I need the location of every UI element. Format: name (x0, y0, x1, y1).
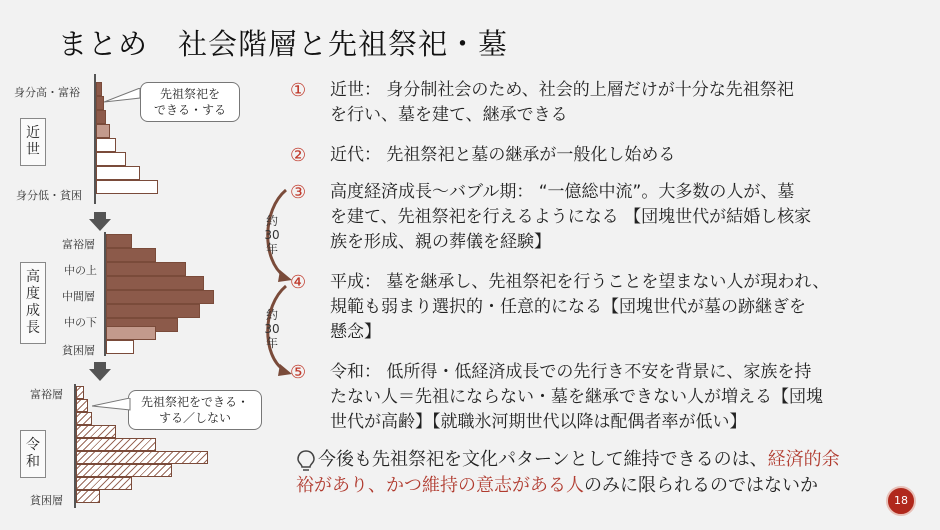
arrow-down-icon (88, 212, 112, 232)
pyramid-bar (106, 262, 186, 276)
callout-pointer (104, 88, 144, 104)
list-item (290, 270, 910, 348)
era-label-text: 令 和 (26, 437, 40, 470)
pyramid-bar (96, 166, 140, 180)
pyramid-bar (106, 304, 200, 318)
pyramid-bar (96, 82, 102, 96)
item-text: 高度経済成長～バブル期： “一億総中流”。大多数の人が、墓 (330, 182, 795, 202)
callout-line: できる・する (153, 103, 226, 117)
label-bottom-reiwa: 貧困層 (30, 494, 63, 507)
label-bottom-kinsei: 身分低・貧困 (16, 189, 82, 202)
callout-kinsei (140, 82, 240, 122)
conclusion-text-2 (296, 473, 908, 499)
years-label (264, 214, 280, 256)
item-number: ⑤ (290, 362, 307, 383)
years-char: 年 (265, 242, 278, 256)
item-text: 族を形成、親の葬儀を経験】 (330, 232, 551, 252)
item-number: ② (290, 145, 307, 166)
stratum-label: 中の上 (64, 264, 97, 277)
years-char: 約 (265, 308, 278, 322)
era-label-text: 近 世 (26, 125, 40, 158)
pyramid-bar (96, 152, 126, 166)
pyramid-bar (96, 138, 116, 152)
pyramid-bar (76, 438, 156, 451)
stratum-label: 中間層 (62, 290, 95, 303)
item-text: 懸念】 (330, 322, 381, 342)
years-char: 30 (264, 322, 280, 336)
item-text: たない人＝先祖にならない・墓を継承できない人が増える【団塊 (330, 387, 823, 407)
item-text: を行い、墓を建て、継承できる (330, 105, 568, 125)
pyramid-bar (76, 412, 92, 425)
years-char: 約 (265, 214, 278, 228)
lightbulb-icon (296, 449, 316, 473)
item-text: 世代が高齢】【就職氷河期世代以降は配偶者率が低い】 (330, 412, 747, 432)
stratum-label: 貧困層 (62, 344, 95, 357)
callout-line: する／しない (158, 411, 231, 425)
item-text: を建て、先祖祭祀を行えるようになる 【団塊世代が結婚し核家 (330, 207, 812, 227)
list-item (290, 143, 910, 169)
item-number: ④ (290, 272, 307, 293)
pyramid-bar (106, 290, 214, 304)
callout-line: 先祖祭祀をできる・ (140, 395, 249, 409)
callout-pointer (92, 398, 132, 418)
page-number-badge: 18 (886, 486, 916, 516)
item-number: ③ (290, 182, 307, 203)
item-text: 近代： 先祖祭祀と墓の継承が一般化し始める (330, 145, 676, 165)
era-label-kinsei (20, 118, 46, 166)
pyramid-bar (96, 96, 104, 110)
pyramid-bar (76, 464, 172, 477)
years-char: 年 (265, 336, 278, 350)
pyramid-bar (106, 326, 156, 340)
pyramid-bar (106, 340, 134, 354)
conclusion-highlight: 裕があり、かつ維持の意志がある人 (296, 475, 584, 496)
arrow-down-icon (88, 362, 112, 382)
era-label-reiwa (20, 430, 46, 478)
pyramid-bar (76, 386, 84, 399)
pyramid-bar (76, 399, 88, 412)
years-label (264, 308, 280, 350)
pyramid-bar (76, 451, 208, 464)
era-label-text: 高 度 成 長 (26, 269, 40, 336)
pyramid-bar (96, 180, 158, 194)
item-text: 令和： 低所得・低経済成長での先行き不安を背景に、家族を持 (330, 362, 812, 382)
callout-line: 先祖祭祀を (159, 87, 220, 101)
pyramid-bar (76, 425, 116, 438)
list-item (290, 78, 910, 130)
label-top-reiwa: 富裕層 (30, 388, 63, 401)
pyramid-bar (76, 477, 132, 490)
stratum-label: 中の下 (64, 316, 97, 329)
list-item (290, 180, 910, 258)
conclusion-text (318, 447, 908, 473)
pyramid-bar (106, 234, 132, 248)
years-char: 30 (264, 228, 280, 242)
conclusion-part: 今後も先祖祭祀を文化パターンとして維持できるのは、 (318, 449, 768, 470)
conclusion-part: のみに限られるのではないか (584, 475, 818, 496)
pyramid-bar (76, 490, 100, 503)
pyramid-bar (106, 276, 204, 290)
item-text: 平成： 墓を継承し、先祖祭祀を行うことを望まない人が現われ、 (330, 272, 830, 292)
pyramid-bar (96, 124, 110, 138)
callout-reiwa (128, 390, 262, 430)
item-number: ① (290, 80, 307, 101)
stratum-label: 富裕層 (62, 238, 95, 251)
pyramid-bar (106, 248, 156, 262)
label-top-kinsei: 身分高・富裕 (14, 86, 80, 99)
page-title: まとめ 社会階層と先祖祭祀・墓 (58, 27, 509, 61)
item-text: 規範も弱まり選択的・任意的になる【団塊世代が墓の跡継ぎを (330, 297, 806, 317)
pyramid-bar (96, 110, 106, 124)
era-label-kodo (20, 262, 46, 344)
list-item (290, 360, 910, 438)
conclusion-highlight: 経済的余 (767, 449, 840, 470)
item-text: 近世： 身分制社会のため、社会的上層だけが十分な先祖祭祀 (330, 80, 794, 100)
